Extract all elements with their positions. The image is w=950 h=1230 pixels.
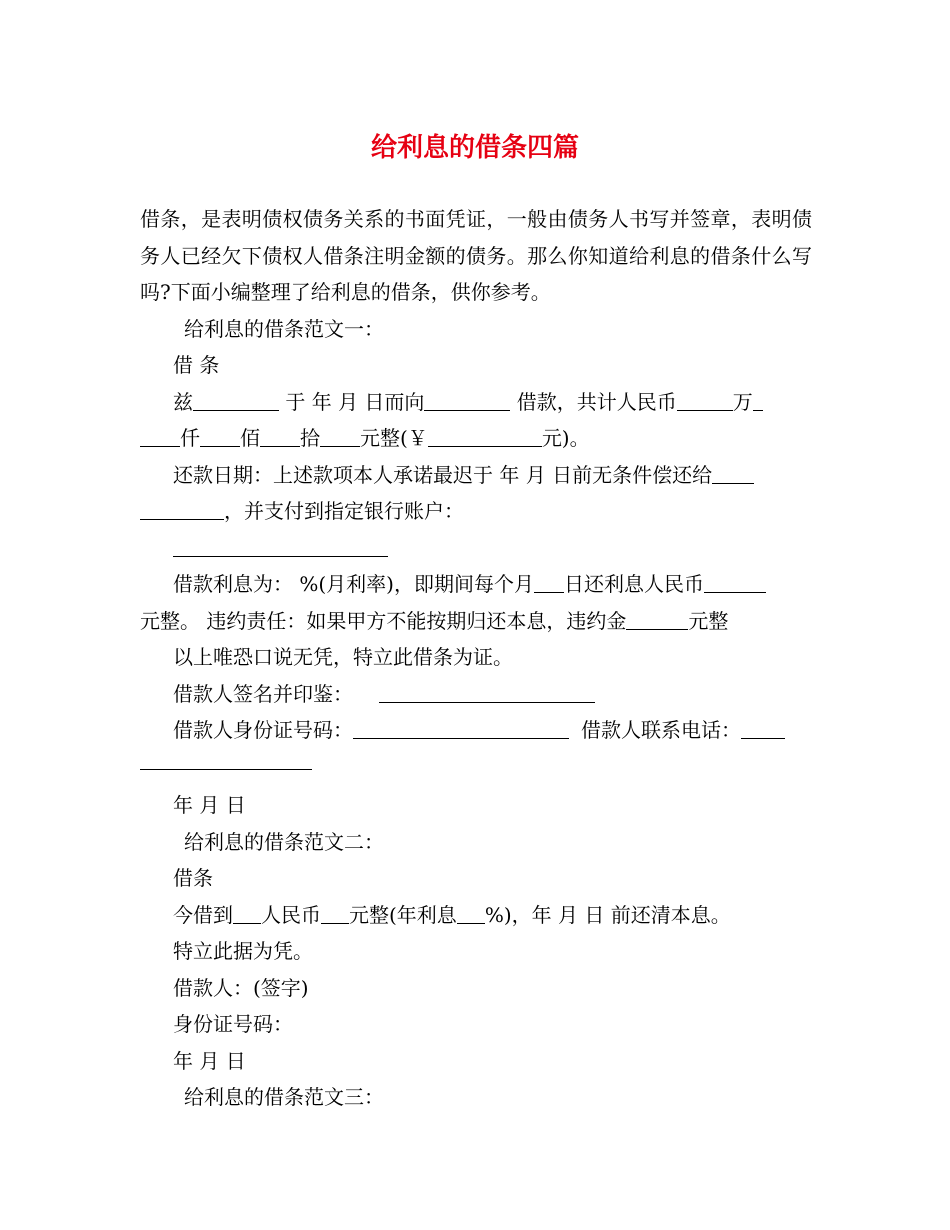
blank: [704, 572, 766, 593]
section-1-interest-line: 借款利息为： %(月利率)，即期间每个月 日还利息人民币: [140, 566, 812, 603]
blank: [626, 609, 688, 630]
section-2-borrower: 借款人：(签字): [173, 975, 309, 1000]
section-2-heading: 给利息的借条范文二：: [184, 829, 384, 854]
section-3-heading: 给利息的借条范文三：: [184, 1085, 384, 1109]
blank: [753, 390, 763, 411]
section-1-repay-line: 还款日期：上述款项本人承诺最迟于 年 月 日前无条件偿还给: [140, 457, 812, 494]
blank: [320, 426, 360, 447]
blank: [321, 903, 349, 924]
section-2-borrow-line: 今借到 人民币 元整(年利息 %)，年 月 日 前还清本息。: [173, 902, 731, 927]
section-2-iou-title: 借条: [173, 866, 213, 890]
section-1-account-line: [140, 530, 812, 567]
blank: [379, 682, 595, 703]
section-1-phone-continuation: [140, 749, 812, 788]
blank: [424, 390, 510, 411]
document-body: [140, 201, 812, 1116]
section-1-evidence: 以上唯恐口说无凭，特立此借条为证。: [173, 645, 513, 669]
section-1-repay-line-2: ，并支付到指定银行账户：: [140, 493, 812, 530]
intro-paragraph: 借条，是表明债权债务关系的书面凭证，一般由债务人书写并签章，表明债务人已经欠下债权人借条注明金额的债务。那么你知道给利息的借条什么写吗?下面小编整理了给利息的借条，供你参考。: [140, 207, 812, 304]
blank: [457, 903, 485, 924]
section-2-date: 年 月 日: [173, 1048, 246, 1073]
blank: [677, 390, 733, 411]
blank: [428, 426, 542, 447]
section-1-line-2: 仟 佰 拾 元整(￥ 元)。: [140, 420, 812, 457]
section-1-heading: 给利息的借条范文一：: [184, 316, 384, 341]
blank: [233, 903, 261, 924]
blank: [140, 426, 180, 447]
section-1-iou-title: 借 条: [173, 353, 220, 377]
blank: [353, 718, 569, 739]
section-1-id-phone-line: 借款人身份证号码： 借款人联系电话：: [140, 712, 812, 749]
blank: [712, 463, 754, 484]
blank: [193, 390, 279, 411]
blank: [260, 426, 300, 447]
blank: [140, 749, 312, 770]
section-1-line-1: 兹 于 年 月 日而向 借款，共计人民币 万: [140, 384, 812, 421]
blank: [200, 426, 240, 447]
section-2-id: 身份证号码：: [173, 1012, 293, 1036]
blank: [173, 536, 388, 557]
document-title: 给利息的借条四篇: [370, 133, 579, 163]
section-1-penalty-line: 元整。 违约责任：如果甲方不能按期归还本息，违约金 元整: [140, 608, 729, 633]
blank: [534, 572, 564, 593]
blank: [741, 718, 785, 739]
section-1-sign-line: 借款人签名并印鉴：: [140, 676, 812, 713]
section-2-basis: 特立此据为凭。: [173, 939, 313, 963]
section-1-date: 年 月 日: [173, 793, 246, 817]
blank: [140, 499, 224, 520]
